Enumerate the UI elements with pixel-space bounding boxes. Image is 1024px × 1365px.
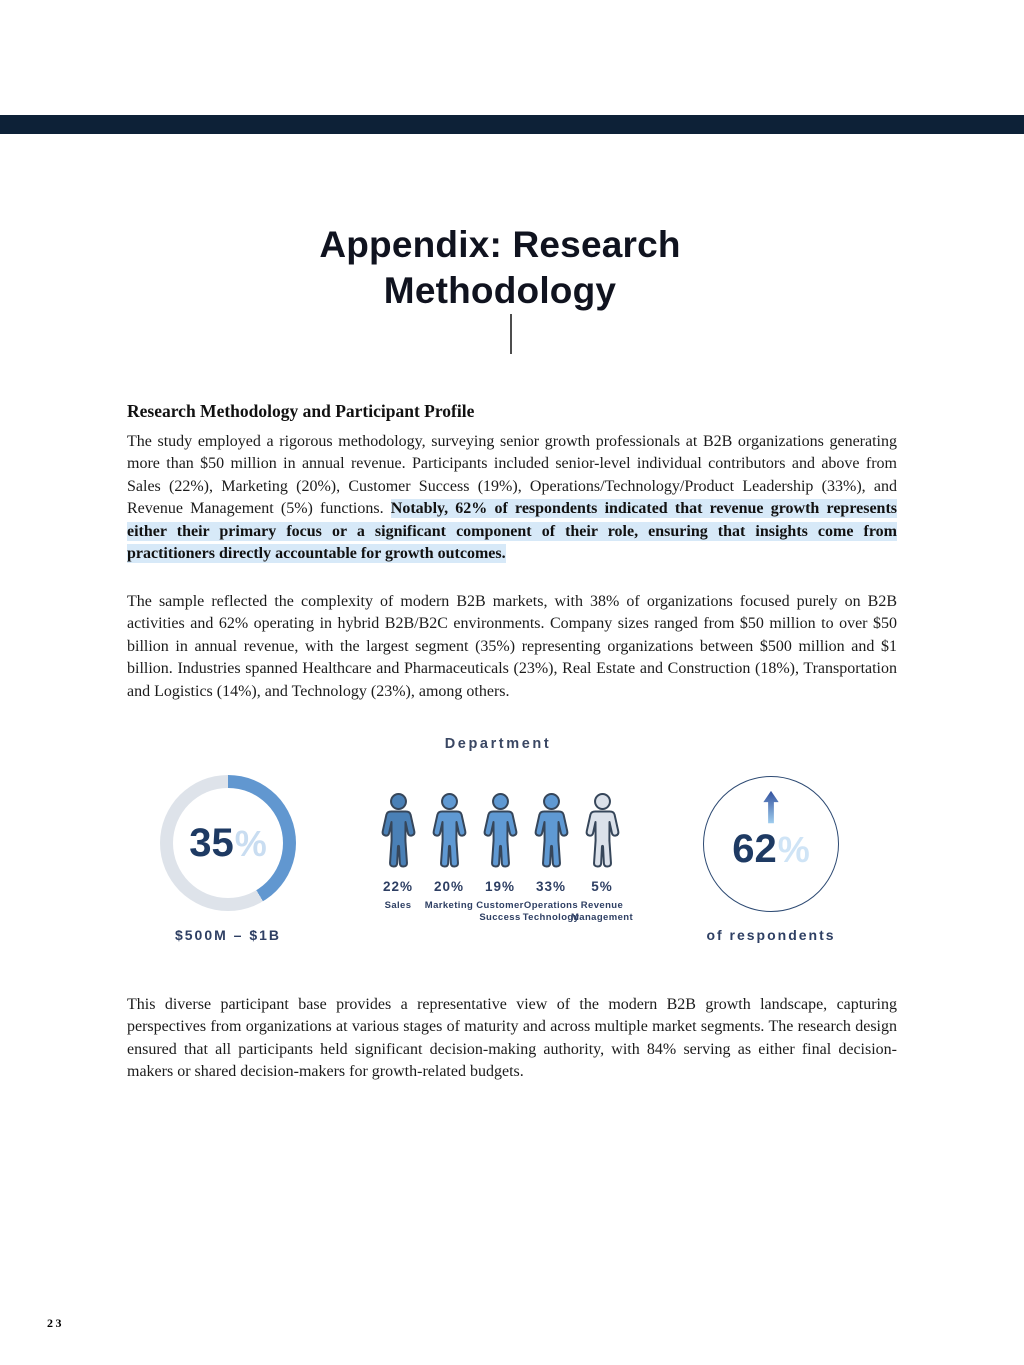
department-percentage: 5% xyxy=(591,879,613,894)
page-title-line1: Appendix: Research xyxy=(319,223,681,265)
paragraph-methodology xyxy=(127,431,897,565)
donut-caption: $500M – $1B xyxy=(174,927,282,943)
title-divider xyxy=(510,314,512,354)
paragraph-sample xyxy=(127,591,897,703)
company-size-donut-chart xyxy=(160,775,296,911)
department-label: Operations Technology xyxy=(522,900,580,923)
department-percentage: 19% xyxy=(484,879,516,894)
up-arrow-icon xyxy=(753,789,789,827)
person-icon xyxy=(378,793,418,870)
paragraph-methodology-text: The study employed a rigorous methodology, surveying senior growth professionals at B2B organizations generating more than $50 million in annual revenue. Participants included senior-level individual contributors and above from Sales (22%), Marketing (20%), Customer Success (19%), Operations/Technology/Product Leadership (33%), and Revenue Management (5%) functions. xyxy=(127,433,897,518)
page-title xyxy=(150,222,850,314)
donut-percent-sign: % xyxy=(234,822,267,864)
respondents-value xyxy=(732,829,810,870)
paragraph-sample-text: The sample reflected the complexity of modern B2B markets, with 38% of organizations focused purely on B2B activities and 62% operating in hybrid B2B/B2C environments. Company sizes ranged from $50 million to over $50 billion in annual revenue, with the largest segment (35%) representing organizations between $500 million and $1 billion. Industries spanned Healthcare and Pharmaceuticals (23%), Real Estate and Construction (18%), Transportation and Logistics (14%), and Technology (23%), among others. xyxy=(127,593,897,700)
paragraph-conclusion xyxy=(127,994,897,1084)
donut-center xyxy=(173,788,283,898)
respondents-percent-number: 62 xyxy=(732,827,777,871)
person-icon xyxy=(480,793,520,870)
paragraph-conclusion-text: This diverse participant base provides a representative view of the modern B2B growth landscape, capturing perspectives from organizations at various stages of maturity and across multiple market segments. The research design ensured that all participants held significant decision-making authority, with 84% serving as either final decision-makers or shared decision-makers for growth-related budgets. xyxy=(127,996,897,1081)
department-label: Marketing xyxy=(424,900,474,911)
top-accent-bar xyxy=(0,115,1024,134)
donut-percent-number: 35 xyxy=(189,820,234,865)
department-label: Revenue Management xyxy=(570,900,634,923)
person-icon xyxy=(429,793,469,870)
person-icon xyxy=(531,793,571,870)
department-percentage: 20% xyxy=(433,879,465,894)
page-number: 23 xyxy=(47,1316,64,1330)
person-icon xyxy=(582,793,622,870)
respondents-caption: of respondents xyxy=(706,927,836,943)
respondents-circle xyxy=(703,776,839,912)
department-heading: Department xyxy=(444,736,552,752)
respondents-percent-sign: % xyxy=(777,829,810,870)
department-label: Sales xyxy=(384,900,412,911)
section-heading: Research Methodology and Participant Profile xyxy=(127,400,475,421)
department-percentage: 22% xyxy=(382,879,414,894)
highlighted-finding: Notably, 62% of respondents indicated that revenue growth represents either their primary focus or a significant component of their role, ensuring that insights come from practitioners directly accountable for growth outcomes. xyxy=(127,500,898,563)
department-column xyxy=(570,793,634,923)
department-percentage: 33% xyxy=(535,879,567,894)
department-label: Customer Success xyxy=(476,900,524,923)
departments-row xyxy=(373,793,634,923)
page-title-line2: Methodology xyxy=(383,269,617,311)
donut-value xyxy=(189,820,267,865)
